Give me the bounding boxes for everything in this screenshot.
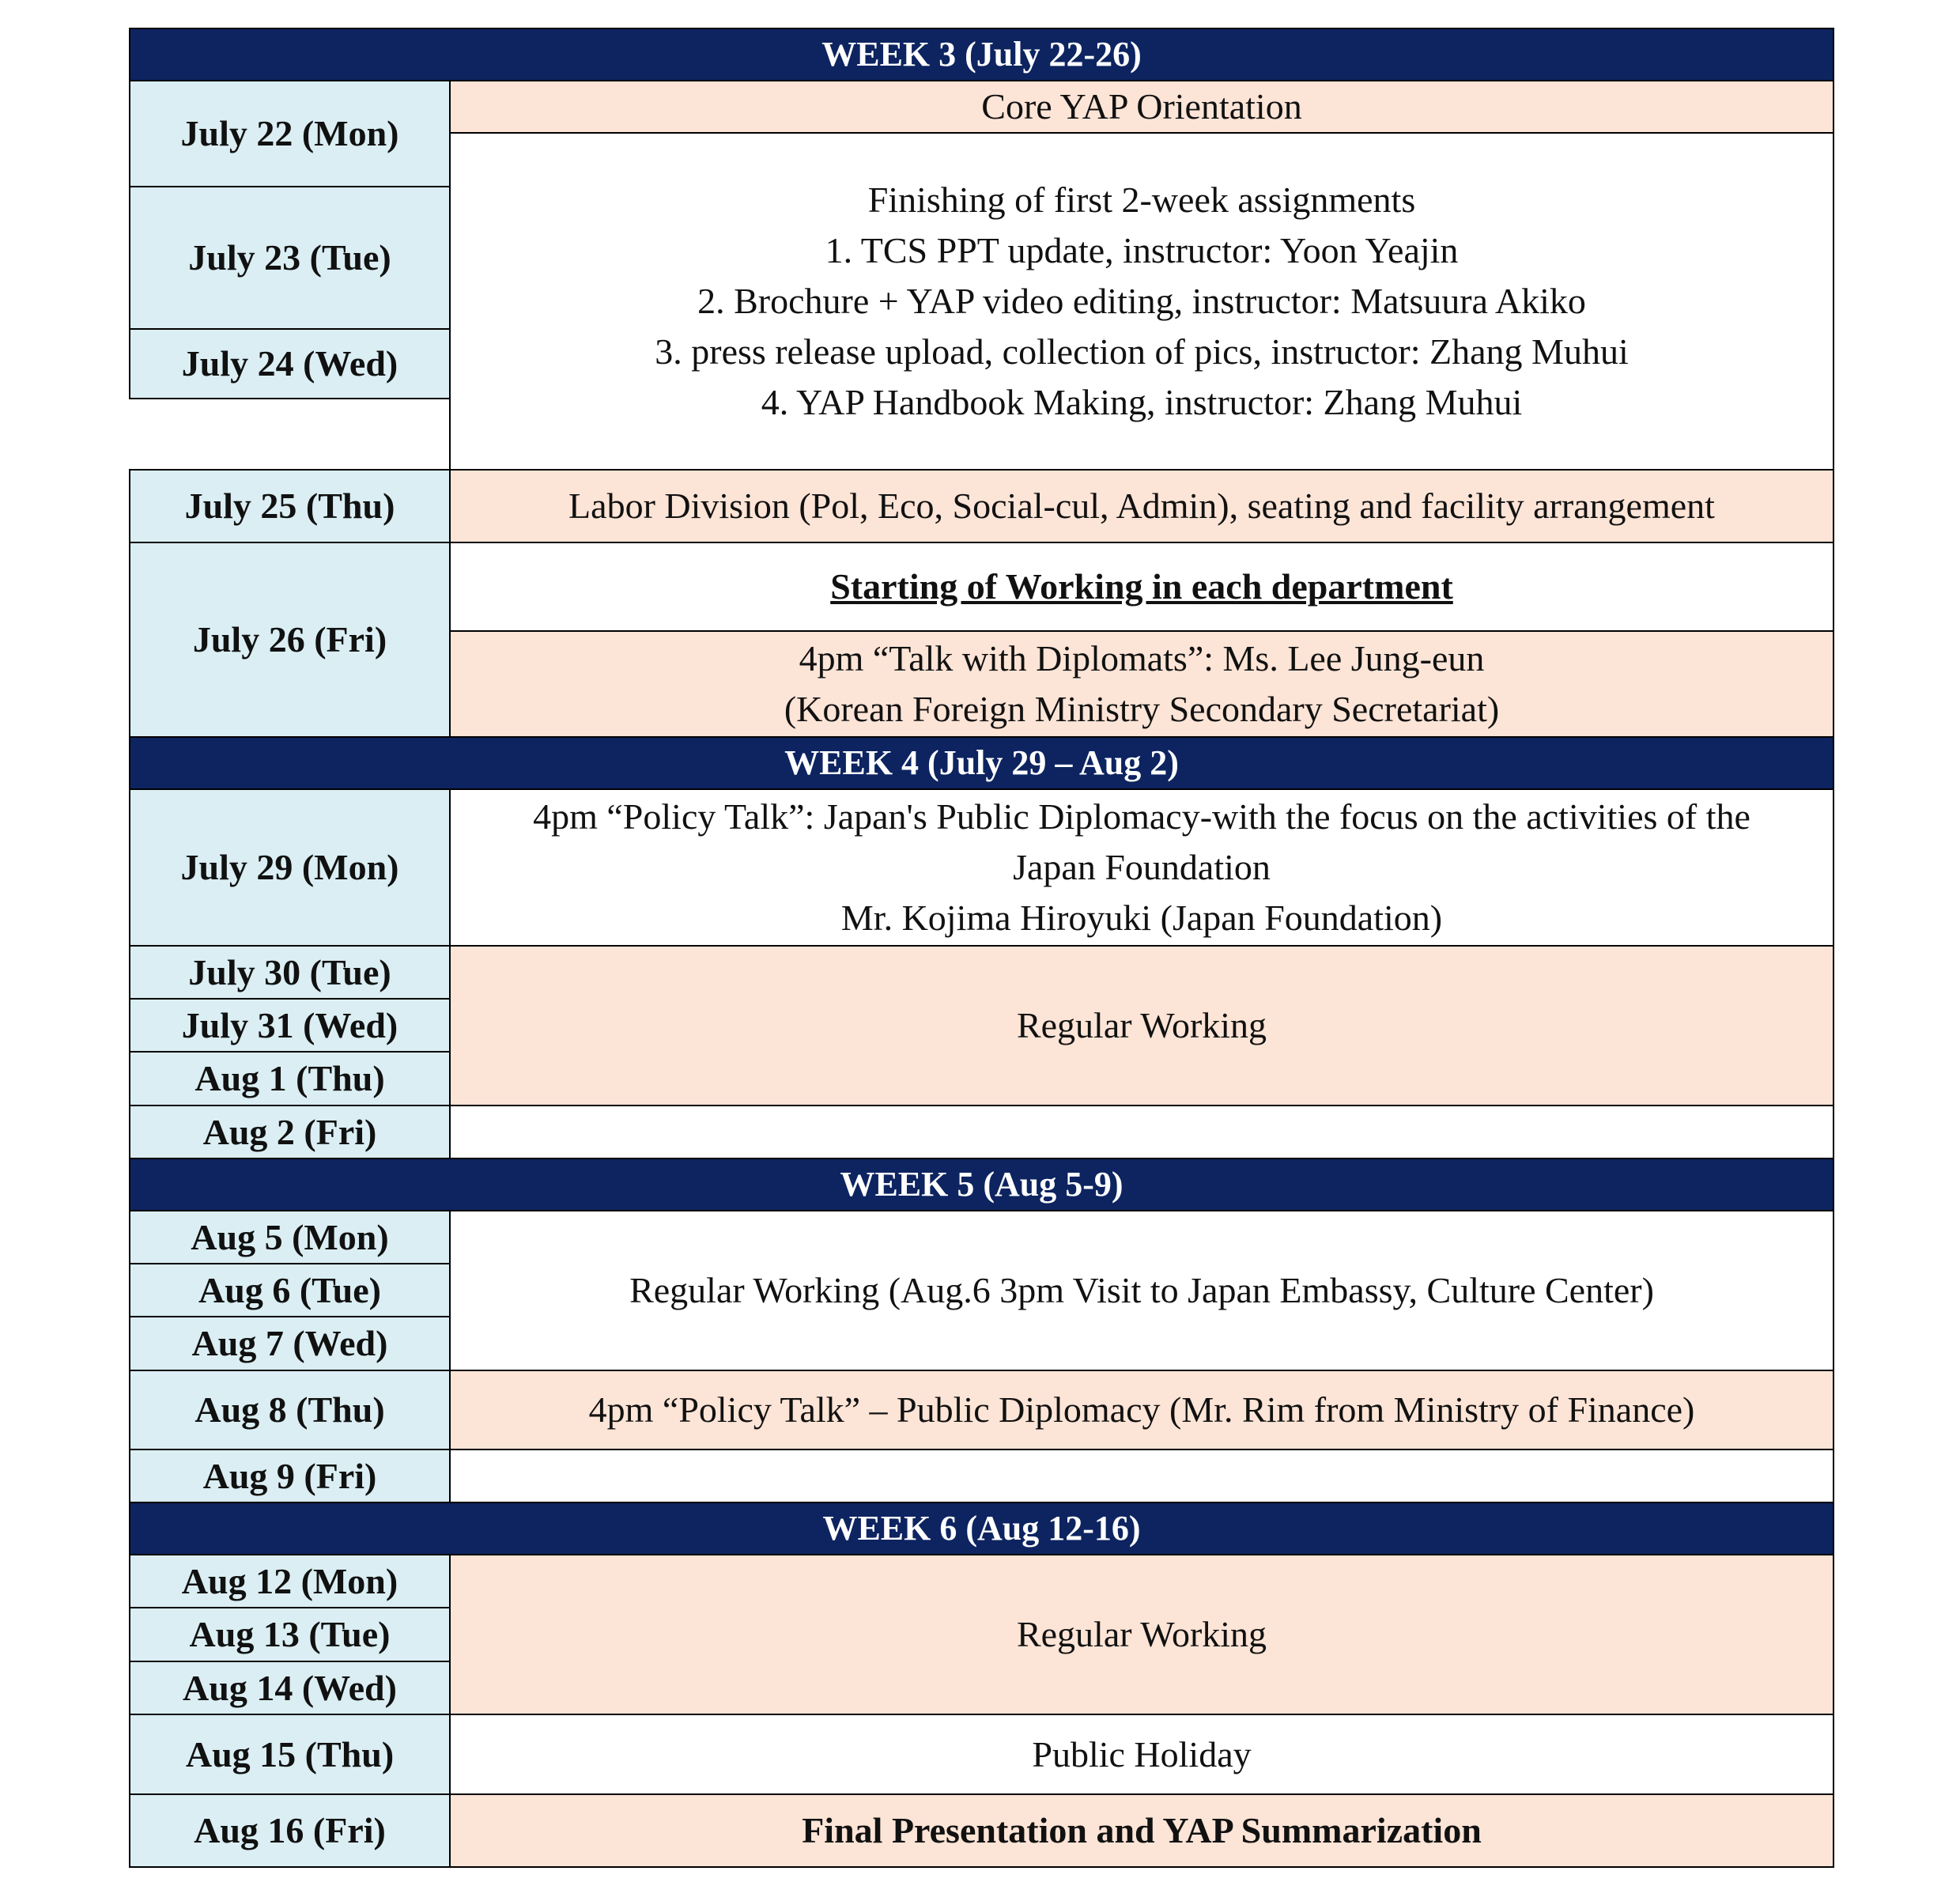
event-labor-division: Labor Division (Pol, Eco, Social-cul, Admin), seating and facility arrangement bbox=[450, 470, 1833, 542]
date-cell: Aug 6 (Tue) bbox=[130, 1264, 450, 1317]
date-cell: July 26 (Fri) bbox=[130, 542, 450, 737]
date-cell: July 29 (Mon) bbox=[130, 789, 450, 946]
date-cell: Aug 5 (Mon) bbox=[130, 1211, 450, 1264]
event-orientation: Core YAP Orientation bbox=[450, 81, 1833, 133]
event-talk-diplomats bbox=[450, 631, 1833, 737]
assignment-heading: Finishing of first 2-week assignments bbox=[867, 180, 1416, 220]
date-cell: July 24 (Wed) bbox=[130, 329, 450, 399]
event-policy-talk: 4pm “Policy Talk” – Public Diplomacy (Mr. Rim from Ministry of Finance) bbox=[450, 1370, 1833, 1449]
schedule-table bbox=[129, 28, 1834, 1868]
assignment-item: 4. YAP Handbook Making, instructor: Zhang Muhui bbox=[761, 382, 1523, 422]
event-empty bbox=[450, 1106, 1833, 1158]
event-assignments bbox=[450, 133, 1833, 470]
date-cell: July 25 (Thu) bbox=[130, 470, 450, 542]
event-regular-working: Regular Working bbox=[450, 946, 1833, 1106]
assignment-item: 3. press release upload, collection of pics, instructor: Zhang Muhui bbox=[655, 331, 1629, 372]
event-starting-work bbox=[450, 542, 1833, 631]
assignment-item: 2. Brochure + YAP video editing, instructor: Matsuura Akiko bbox=[697, 281, 1586, 321]
talk-line: (Korean Foreign Ministry Secondary Secretariat) bbox=[784, 689, 1500, 729]
date-cell: July 22 (Mon) bbox=[130, 81, 450, 187]
event-regular-working: Regular Working bbox=[450, 1555, 1833, 1714]
event-regular-working: Regular Working (Aug.6 3pm Visit to Japan Embassy, Culture Center) bbox=[450, 1211, 1833, 1370]
event-empty bbox=[450, 1449, 1833, 1502]
week-header: WEEK 6 (Aug 12-16) bbox=[130, 1502, 1833, 1555]
date-cell: Aug 12 (Mon) bbox=[130, 1555, 450, 1608]
starting-work-text: Starting of Working in each department bbox=[830, 566, 1453, 607]
policy-talk-line: Japan Foundation bbox=[1013, 847, 1271, 887]
policy-talk-line: 4pm “Policy Talk”: Japan's Public Diplomacy-with the focus on the activities of the bbox=[533, 796, 1750, 837]
date-cell: Aug 15 (Thu) bbox=[130, 1714, 450, 1794]
date-cell: Aug 14 (Wed) bbox=[130, 1661, 450, 1714]
event-public-holiday: Public Holiday bbox=[450, 1714, 1833, 1794]
date-cell: Aug 16 (Fri) bbox=[130, 1794, 450, 1867]
date-cell: Aug 7 (Wed) bbox=[130, 1317, 450, 1370]
date-cell: Aug 8 (Thu) bbox=[130, 1370, 450, 1449]
week-header: WEEK 5 (Aug 5-9) bbox=[130, 1158, 1833, 1211]
assignment-item: 1. TCS PPT update, instructor: Yoon Yeajin bbox=[825, 230, 1459, 270]
date-cell: Aug 2 (Fri) bbox=[130, 1106, 450, 1158]
date-cell: Aug 9 (Fri) bbox=[130, 1449, 450, 1502]
date-cell: Aug 13 (Tue) bbox=[130, 1608, 450, 1661]
event-final-presentation: Final Presentation and YAP Summarization bbox=[450, 1794, 1833, 1867]
talk-line: 4pm “Talk with Diplomats”: Ms. Lee Jung-eun bbox=[799, 638, 1485, 678]
date-cell: July 30 (Tue) bbox=[130, 946, 450, 999]
date-cell: July 31 (Wed) bbox=[130, 999, 450, 1052]
week-header: WEEK 4 (July 29 – Aug 2) bbox=[130, 737, 1833, 789]
week-header: WEEK 3 (July 22-26) bbox=[130, 28, 1833, 81]
date-cell: Aug 1 (Thu) bbox=[130, 1052, 450, 1106]
policy-talk-line: Mr. Kojima Hiroyuki (Japan Foundation) bbox=[840, 898, 1443, 938]
date-cell: July 23 (Tue) bbox=[130, 187, 450, 329]
event-policy-talk bbox=[450, 789, 1833, 946]
